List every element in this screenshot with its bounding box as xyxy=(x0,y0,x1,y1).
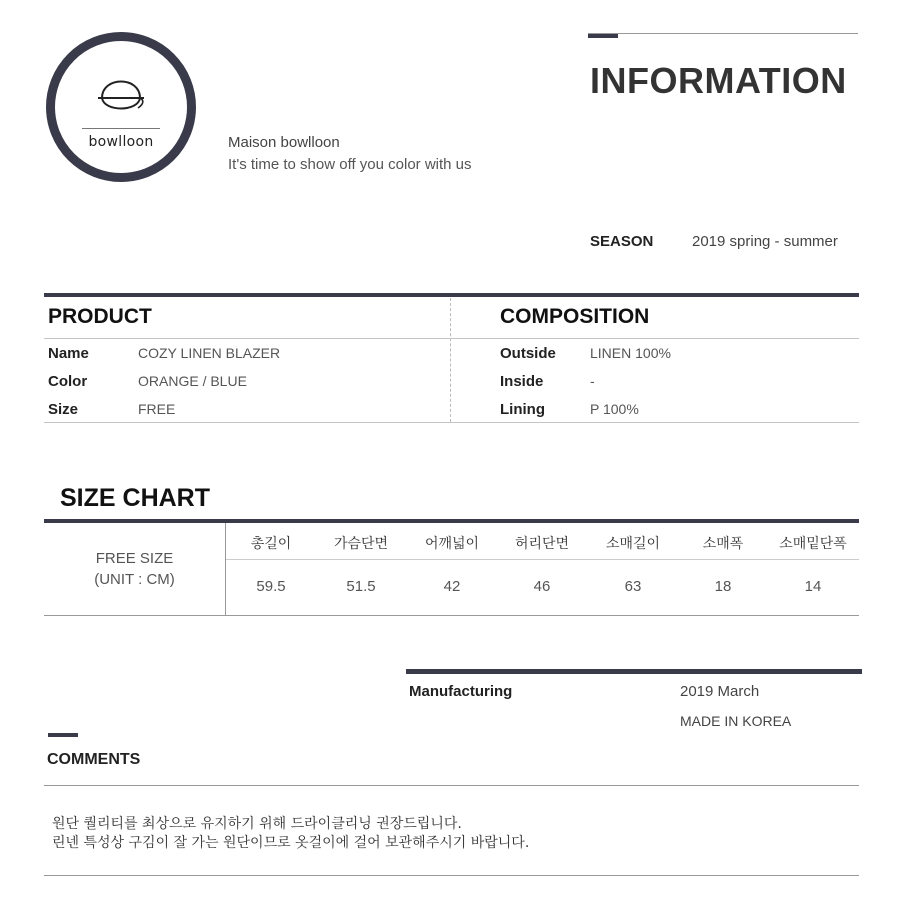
comments-accent-bar xyxy=(48,733,78,737)
brand-name: Maison bowlloon xyxy=(228,134,340,151)
composition-inside-label: Inside xyxy=(500,373,544,390)
comments-bottom-rule xyxy=(44,875,859,876)
product-size-label: Size xyxy=(48,401,79,418)
info-rule xyxy=(588,33,858,34)
product-size-value: FREE xyxy=(138,401,176,417)
page-title: INFORMATION xyxy=(590,60,847,101)
composition-lining-value: P 100% xyxy=(590,401,639,417)
product-name-value: COZY LINEN BLAZER xyxy=(138,345,281,361)
size-header-cell: 허리단면 xyxy=(514,536,570,552)
manufacturing-bar xyxy=(406,669,862,674)
size-value-cell: 14 xyxy=(804,578,822,595)
composition-header-rule xyxy=(451,338,859,339)
comment-line: 린넨 특성상 구김이 잘 가는 원단이므로 옷걸이에 걸어 보관해주시기 바랍니다. xyxy=(52,835,530,851)
season-label: SEASON xyxy=(590,233,654,250)
size-header-cell: 어깨넓이 xyxy=(424,536,480,552)
season-value: 2019 spring - summer xyxy=(692,233,838,250)
composition-title: COMPOSITION xyxy=(500,305,650,328)
size-chart-bar xyxy=(44,519,859,523)
unit-label: (UNIT : CM) xyxy=(94,571,175,588)
size-label-cell xyxy=(44,548,225,590)
size-label: FREE SIZE xyxy=(95,550,174,567)
size-value-cell: 51.5 xyxy=(346,578,376,595)
product-bottom-rule xyxy=(44,422,859,423)
composition-outside-label: Outside xyxy=(500,345,556,362)
composition-inside-value: - xyxy=(590,373,595,389)
size-header-cell: 가슴단면 xyxy=(333,536,389,552)
size-header-cell: 소매밑단폭 xyxy=(779,536,847,552)
manufacturing-label: Manufacturing xyxy=(409,683,513,700)
manufacturing-origin: MADE IN KOREA xyxy=(680,713,792,729)
product-title: PRODUCT xyxy=(48,305,152,328)
comment-line: 원단 퀄리티를 최상으로 유지하기 위해 드라이클리닝 권장드립니다. xyxy=(52,816,462,832)
manufacturing-date: 2019 March xyxy=(680,683,760,700)
composition-lining-label: Lining xyxy=(500,401,545,418)
size-chart-row-rule xyxy=(226,559,859,560)
product-section-bar xyxy=(44,293,859,297)
product-header-rule xyxy=(44,338,450,339)
size-chart-bottom-rule xyxy=(44,615,859,616)
product-name-label: Name xyxy=(48,345,89,362)
section-divider xyxy=(450,298,451,422)
size-header-cell: 소매폭 xyxy=(702,536,744,552)
size-header-cell: 소매길이 xyxy=(605,536,661,552)
size-chart-title: SIZE CHART xyxy=(60,484,210,512)
size-value-cell: 59.5 xyxy=(256,578,286,595)
bowl-hat-icon xyxy=(94,68,148,122)
logo-wordmark: bowlloon xyxy=(88,134,154,150)
size-value-cell: 63 xyxy=(624,578,642,595)
brand-tagline: It's time to show off you color with us xyxy=(228,156,472,173)
comments-title: COMMENTS xyxy=(47,751,141,768)
product-color-label: Color xyxy=(48,373,88,390)
info-accent-bar xyxy=(588,34,618,38)
size-value-cell: 18 xyxy=(714,578,732,595)
logo-divider xyxy=(82,128,160,129)
composition-outside-value: LINEN 100% xyxy=(590,345,671,361)
product-color-value: ORANGE / BLUE xyxy=(138,373,247,389)
size-value-cell: 46 xyxy=(533,578,551,595)
size-value-cell: 42 xyxy=(443,578,461,595)
comments-top-rule xyxy=(44,785,859,786)
size-header-cell: 총길이 xyxy=(250,536,292,552)
